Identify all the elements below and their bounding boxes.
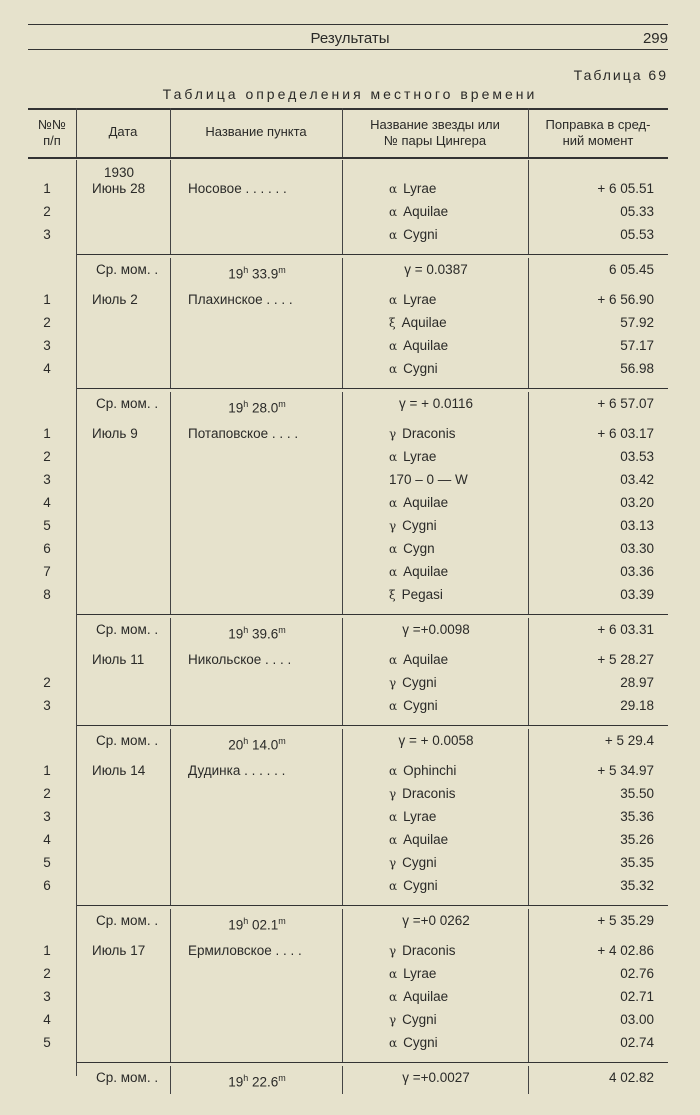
greek-letter: γ (389, 787, 397, 801)
col-divider (342, 160, 343, 254)
row-number: 3 (43, 227, 51, 242)
correction-value: 03.39 (620, 587, 654, 602)
row-number: 2 (43, 204, 51, 219)
table-title: Таблица определения местного времени (162, 86, 538, 102)
row-number: 6 (43, 878, 51, 893)
col-divider (342, 757, 343, 905)
row-number: 1 (43, 292, 51, 307)
col-divider (170, 258, 171, 286)
gamma-value: γ = + 0.0116 (398, 396, 474, 411)
star-name: α Lyrae (389, 292, 437, 307)
correction-value: 02.74 (620, 1035, 654, 1050)
mean-correction: + 6 03.31 (597, 622, 654, 637)
row-number: 1 (43, 181, 51, 196)
col-head-num (28, 117, 76, 149)
station-name: Плахинское . . . . (188, 292, 293, 307)
row-number: 2 (43, 675, 51, 690)
row-number: 5 (43, 1035, 51, 1050)
correction-value: 02.71 (620, 989, 654, 1004)
mean-label: Ср. мом. . (96, 733, 159, 748)
col-divider (342, 646, 343, 725)
row-number: 6 (43, 541, 51, 556)
col-divider (528, 392, 529, 420)
star-name: α Aquilae (389, 338, 449, 353)
star-name: ξ Aquilae (389, 315, 447, 330)
star-name: α Lyrae (389, 966, 437, 981)
gamma-value: γ =+0.0027 (402, 1070, 470, 1085)
correction-value: 35.35 (620, 855, 654, 870)
correction-value: 28.97 (620, 675, 654, 690)
greek-letter: α (389, 990, 398, 1004)
col-divider (170, 160, 171, 254)
row-number: 1 (43, 763, 51, 778)
obs-date: Июль 14 (92, 763, 146, 778)
greek-letter: α (389, 496, 398, 510)
minutes-unit: m (278, 265, 286, 275)
mean-time: 19$^h$ 33.9$^m$ (228, 265, 286, 282)
star-name: α Lyrae (389, 181, 437, 196)
col-divider (528, 286, 529, 388)
year-label: 1930 (104, 165, 135, 180)
greek-letter: γ (389, 427, 397, 441)
greek-letter: α (389, 542, 398, 556)
hours-unit: h (243, 1073, 249, 1083)
greek-letter: α (389, 565, 398, 579)
correction-value: + 6 05.51 (597, 181, 654, 196)
header-bottom-rule (28, 157, 668, 159)
col-head-num-line2: п/п (43, 133, 61, 148)
col-head-correction-line1: Поправка в сред- (545, 117, 651, 132)
row-number: 2 (43, 786, 51, 801)
correction-value: 02.76 (620, 966, 654, 981)
star-name: α Cygni (389, 1035, 438, 1050)
correction-value: 03.42 (620, 472, 654, 487)
correction-value: + 5 28.27 (597, 652, 654, 667)
obs-date: Июль 9 (92, 426, 138, 441)
mean-label: Ср. мом. . (96, 622, 159, 637)
row-number: 3 (43, 989, 51, 1004)
star-name: α Aquilae (389, 989, 449, 1004)
greek-letter: α (389, 833, 398, 847)
mean-label: Ср. мом. . (96, 913, 159, 928)
col-divider (528, 646, 529, 725)
col-divider (170, 729, 171, 757)
star-name: γ Cygni (389, 518, 437, 533)
minutes-unit: m (278, 736, 286, 746)
greek-letter: α (389, 362, 398, 376)
star-name: γ Draconis (389, 943, 456, 958)
star-name: α Cygni (389, 878, 438, 893)
correction-value: 29.18 (620, 698, 654, 713)
col-divider (528, 108, 529, 157)
running-title: Результаты (310, 30, 390, 47)
star-name: α Lyrae (389, 449, 437, 464)
table-label: Таблица 69 (573, 67, 668, 83)
mean-correction: + 6 57.07 (597, 396, 654, 411)
correction-value: 56.98 (620, 361, 654, 376)
col-head-correction (528, 117, 668, 149)
mean-correction: + 5 35.29 (597, 913, 654, 928)
correction-value: 57.17 (620, 338, 654, 353)
correction-value: 57.92 (620, 315, 654, 330)
mean-correction: 6 05.45 (608, 262, 654, 277)
col-divider (342, 286, 343, 388)
col-divider (528, 909, 529, 937)
row-number: 4 (43, 1012, 51, 1027)
star-name: α Aquilae (389, 495, 449, 510)
correction-value: 05.33 (620, 204, 654, 219)
greek-letter: γ (389, 676, 397, 690)
greek-letter: γ (389, 856, 397, 870)
correction-value: + 4 02.86 (597, 943, 654, 958)
mean-label: Ср. мом. . (96, 262, 159, 277)
mean-label: Ср. мом. . (96, 1070, 159, 1085)
col-divider (528, 420, 529, 614)
correction-value: 35.32 (620, 878, 654, 893)
star-name: α Cygni (389, 227, 438, 242)
row-number: 4 (43, 361, 51, 376)
greek-letter: α (389, 182, 398, 196)
minutes-unit: m (278, 1073, 286, 1083)
star-name: 170 – 0 — W (389, 472, 468, 487)
star-name: γ Draconis (389, 786, 456, 801)
obs-date: Июль 11 (92, 652, 145, 667)
group-separator (76, 254, 668, 255)
col-head-star (342, 117, 528, 149)
col-head-star-line1: Название звезды или (370, 117, 500, 132)
greek-letter: α (389, 205, 398, 219)
page-number: 299 (642, 30, 668, 47)
correction-value: 03.00 (620, 1012, 654, 1027)
mean-correction: + 5 29.4 (604, 733, 654, 748)
col-divider (170, 108, 171, 157)
row-number: 4 (43, 495, 51, 510)
col-divider (528, 1066, 529, 1094)
minutes-unit: m (278, 399, 286, 409)
mean-time: 19$^h$ 22.6$^m$ (228, 1073, 286, 1090)
hours-unit: h (243, 736, 249, 746)
row-number: 3 (43, 338, 51, 353)
group-separator (76, 725, 668, 726)
greek-letter: α (389, 228, 398, 242)
row-number: 5 (43, 855, 51, 870)
station-name: Носовое . . . . . . (188, 181, 287, 196)
correction-value: 35.26 (620, 832, 654, 847)
group-separator (76, 614, 668, 615)
gamma-value: γ = + 0.0058 (398, 733, 474, 748)
group-separator (76, 905, 668, 906)
gamma-value: γ =+0.0098 (402, 622, 470, 637)
correction-value: 03.20 (620, 495, 654, 510)
col-divider (528, 258, 529, 286)
hours-unit: h (243, 399, 249, 409)
col-divider (170, 646, 171, 725)
col-head-date: Дата (108, 124, 138, 139)
row-number: 5 (43, 518, 51, 533)
hours-unit: h (243, 625, 249, 635)
star-name: α Cygni (389, 361, 438, 376)
row-number: 1 (43, 943, 51, 958)
obs-date: Июль 17 (92, 943, 146, 958)
obs-date: Июль 2 (92, 292, 138, 307)
greek-letter: α (389, 1036, 398, 1050)
col-divider (170, 420, 171, 614)
col-divider (76, 160, 77, 1076)
greek-letter: α (389, 879, 398, 893)
greek-letter: α (389, 450, 398, 464)
star-name: γ Cygni (389, 855, 437, 870)
col-divider (528, 618, 529, 646)
correction-value: 05.53 (620, 227, 654, 242)
row-number: 4 (43, 832, 51, 847)
star-name: α Cygni (389, 698, 438, 713)
col-divider (170, 286, 171, 388)
greek-letter: γ (389, 1013, 397, 1027)
col-divider (170, 757, 171, 905)
correction-value: 03.30 (620, 541, 654, 556)
gamma-value: γ = 0.0387 (404, 262, 468, 277)
row-number: 3 (43, 698, 51, 713)
station-name: Ермиловское . . . . (188, 943, 302, 958)
col-divider (342, 392, 343, 420)
row-number: 2 (43, 315, 51, 330)
correction-value: 35.36 (620, 809, 654, 824)
greek-letter: γ (389, 519, 397, 533)
col-head-place: Название пункта (205, 124, 307, 139)
star-name: γ Draconis (389, 426, 456, 441)
greek-letter: α (389, 653, 398, 667)
col-divider (170, 909, 171, 937)
col-head-star-line2: № пары Цингера (383, 133, 487, 148)
row-number: 1 (43, 426, 51, 441)
greek-letter: α (389, 810, 398, 824)
correction-value: 03.53 (620, 449, 654, 464)
col-divider (170, 392, 171, 420)
mean-time: 19$^h$ 28.0$^m$ (228, 399, 286, 416)
correction-value: 03.36 (620, 564, 654, 579)
star-name: ξ Pegasi (389, 587, 443, 602)
col-head-num-line1: №№ (38, 117, 66, 132)
col-divider (342, 420, 343, 614)
mean-correction: 4 02.82 (608, 1070, 654, 1085)
star-name: α Aquilae (389, 652, 449, 667)
station-name: Никольское . . . . (188, 652, 292, 667)
col-divider (528, 160, 529, 254)
correction-value: + 5 34.97 (597, 763, 654, 778)
correction-value: 03.13 (620, 518, 654, 533)
star-name: α Lyrae (389, 809, 437, 824)
row-number: 3 (43, 809, 51, 824)
col-divider (170, 618, 171, 646)
col-divider (342, 258, 343, 286)
group-separator (76, 388, 668, 389)
col-divider (342, 729, 343, 757)
mean-label: Ср. мом. . (96, 396, 159, 411)
col-divider (342, 618, 343, 646)
col-divider (342, 909, 343, 937)
greek-letter: α (389, 699, 398, 713)
star-name: α Cygn (389, 541, 435, 556)
station-name: Потаповское . . . . (188, 426, 299, 441)
greek-letter: ξ (389, 316, 396, 330)
col-divider (528, 937, 529, 1062)
row-number: 2 (43, 449, 51, 464)
star-name: α Aquilae (389, 832, 449, 847)
col-head-correction-line2: ний момент (562, 133, 634, 148)
correction-value: + 6 56.90 (597, 292, 654, 307)
minutes-unit: m (278, 625, 286, 635)
star-name: α Aquilae (389, 564, 449, 579)
col-divider (528, 757, 529, 905)
greek-letter: γ (389, 944, 397, 958)
gamma-value: γ =+0 0262 (402, 913, 470, 928)
row-number: 8 (43, 587, 51, 602)
mean-time: 19$^h$ 02.1$^m$ (228, 916, 286, 933)
correction-value: 35.50 (620, 786, 654, 801)
greek-letter: α (389, 764, 398, 778)
obs-date: Июнь 28 (92, 181, 146, 196)
correction-value: + 6 03.17 (597, 426, 654, 441)
star-name: γ Cygni (389, 1012, 437, 1027)
row-number: 7 (43, 564, 51, 579)
greek-letter: ξ (389, 588, 396, 602)
col-divider (342, 108, 343, 157)
row-number: 3 (43, 472, 51, 487)
hours-unit: h (243, 916, 249, 926)
col-divider (170, 1066, 171, 1094)
mean-time: 19$^h$ 39.6$^m$ (228, 625, 286, 642)
row-number: 2 (43, 966, 51, 981)
col-divider (528, 729, 529, 757)
col-divider (342, 937, 343, 1062)
col-divider (342, 1066, 343, 1094)
star-name: α Ophinchi (389, 763, 457, 778)
star-name: α Aquilae (389, 204, 449, 219)
minutes-unit: m (278, 916, 286, 926)
greek-letter: α (389, 967, 398, 981)
station-name: Дудинка . . . . . . (188, 763, 286, 778)
greek-letter: α (389, 293, 398, 307)
group-separator (76, 1062, 668, 1063)
table-top-rule (28, 108, 668, 110)
mean-time: 20$^h$ 14.0$^m$ (228, 736, 286, 753)
hours-unit: h (243, 265, 249, 275)
col-divider (76, 108, 77, 157)
greek-letter: α (389, 339, 398, 353)
col-divider (170, 937, 171, 1062)
star-name: γ Cygni (389, 675, 437, 690)
